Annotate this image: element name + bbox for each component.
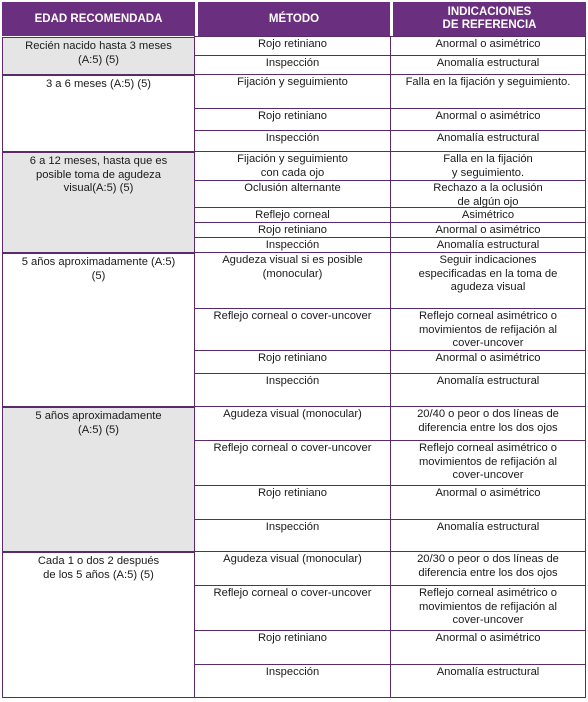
indication-cell: Anomalía estructural — [390, 130, 586, 152]
table-row — [195, 181, 586, 208]
indication-cell: Asimétrico — [390, 207, 586, 223]
indication-cell: Anormal o asimétrico — [390, 36, 586, 56]
indication-cell: Seguir indicaciones especificadas en la toma de agudeza visual — [390, 252, 586, 309]
method-cell: Agudeza visual (monocular) — [194, 551, 391, 586]
indication-cell: Falla en la fijación y seguimiento. — [390, 74, 586, 109]
method-cell: Rojo retiniano — [194, 36, 391, 56]
method-cell: Inspección — [194, 237, 391, 253]
method-cell: Inspección — [194, 519, 391, 552]
indication-cell: Anormal o asimétrico — [390, 630, 586, 665]
table-row — [195, 131, 586, 152]
table-row — [195, 56, 586, 75]
age-cell: 5 años aproximadamente (A:5) (5) — [2, 407, 195, 552]
table-row — [195, 309, 586, 351]
method-cell: Rojo retiniano — [194, 350, 391, 374]
table-row — [195, 152, 586, 181]
method-cell: Fijación y seguimiento con cada ojo — [194, 151, 391, 181]
indication-cell: 20/40 o peor o dos líneas de diferencia entre los dos ojos — [390, 406, 586, 441]
table-row — [195, 238, 586, 253]
age-cell: 6 a 12 meses, hasta que es posible toma de agudeza visual(A:5) (5) — [2, 152, 195, 253]
age-cell: 5 años aproximadamente (A:5) (5) — [2, 253, 195, 407]
table-row — [195, 631, 586, 665]
method-cell: Reflejo corneal o cover-uncover — [194, 440, 391, 486]
table-row — [195, 586, 586, 631]
indication-cell: Anomalía estructural — [390, 664, 586, 698]
indication-cell: Rechazo a la oclusión de algún ojo — [390, 180, 586, 208]
indication-cell: Anomalía estructural — [390, 237, 586, 253]
table-row — [195, 486, 586, 520]
indication-cell: Anomalía estructural — [390, 373, 586, 407]
method-cell: Reflejo corneal o cover-uncover — [194, 308, 391, 351]
table-row — [195, 208, 586, 223]
table-row — [195, 441, 586, 486]
method-cell: Agudeza visual si es posible (monocular) — [194, 252, 391, 309]
method-cell: Inspección — [194, 664, 391, 698]
table-row — [195, 223, 586, 238]
table-row — [195, 552, 586, 586]
header-method: MÉTODO — [198, 2, 390, 36]
table-row — [195, 351, 586, 374]
method-cell: Agudeza visual (monocular) — [194, 406, 391, 441]
table-row — [195, 253, 586, 309]
table-row — [195, 374, 586, 407]
method-cell: Rojo retiniano — [194, 630, 391, 665]
indication-cell: Anomalía estructural — [390, 519, 586, 552]
method-cell: Reflejo corneal — [194, 207, 391, 223]
indication-cell: Reflejo corneal asimétrico o movimientos de refijación al cover-uncover — [390, 585, 586, 631]
indication-cell: Anormal o asimétrico — [390, 350, 586, 374]
header-indications: INDICACIONES DE REFERENCIA — [393, 2, 586, 36]
table-row — [195, 520, 586, 552]
age-cell: Recién nacido hasta 3 meses (A:5) (5) — [2, 37, 195, 75]
screening-table — [2, 2, 586, 698]
indication-cell: Anomalía estructural — [390, 55, 586, 75]
method-cell: Fijación y seguimiento — [194, 74, 391, 109]
method-cell: Reflejo corneal o cover-uncover — [194, 585, 391, 631]
indication-cell: Reflejo corneal asimétrico o movimientos de refijación al cover-uncover — [390, 440, 586, 486]
indication-cell: Reflejo corneal asimétrico o movimientos de refijación al cover-uncover — [390, 308, 586, 351]
method-cell: Inspección — [194, 373, 391, 407]
indication-cell: Anormal o asimétrico — [390, 485, 586, 520]
indication-cell: Falla en la fijación y seguimiento. — [390, 151, 586, 181]
method-cell: Inspección — [194, 130, 391, 152]
indication-cell: Anormal o asimétrico — [390, 222, 586, 238]
header-age: EDAD RECOMENDADA — [2, 2, 195, 36]
indication-cell: 20/30 o peor o dos líneas de diferencia entre los dos ojos — [390, 551, 586, 586]
table-row — [195, 75, 586, 109]
table-row — [195, 407, 586, 441]
method-cell: Rojo retiniano — [194, 222, 391, 238]
table-row — [195, 665, 586, 698]
method-cell: Rojo retiniano — [194, 108, 391, 131]
method-cell: Inspección — [194, 55, 391, 75]
age-cell: 3 a 6 meses (A:5) (5) — [2, 75, 195, 152]
indication-cell: Anormal o asimétrico — [390, 108, 586, 131]
table-row — [195, 37, 586, 56]
method-cell: Rojo retiniano — [194, 485, 391, 520]
table-row — [195, 109, 586, 131]
method-cell: Oclusión alternante — [194, 180, 391, 208]
age-cell: Cada 1 o dos 2 después de los 5 años (A:5) (5) — [2, 552, 195, 698]
